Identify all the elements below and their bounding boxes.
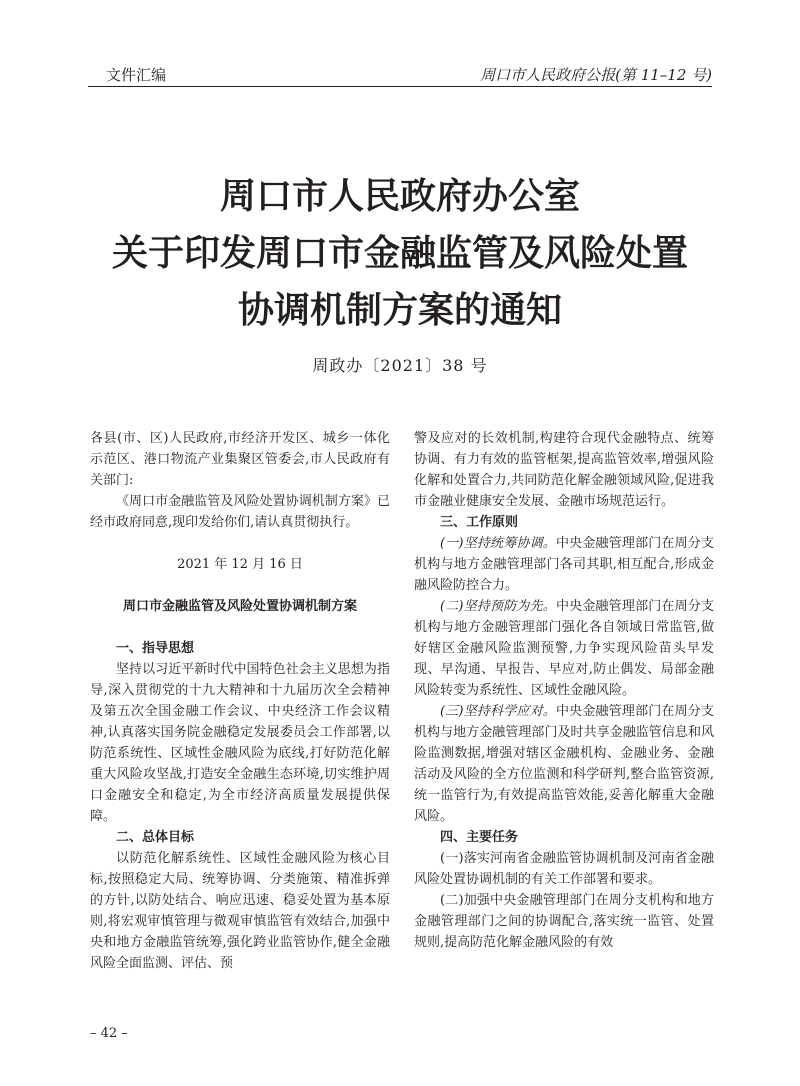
principle-text: 中央金融管理部门在周分支机构与地方金融管理部门各司其职,相互配合,形成金融风险防控合力。	[414, 536, 714, 593]
section-body: 以防范化解系统性、区域性金融风险为核心目标,按照稳定大局、统筹协调、分类施策、精准拆弹的方针,以防处结合、响应迅速、稳妥处置为基本原则,将宏观审慎管理与微观审慎监管有效结合,加强中央和地方金融监管统筹,强化跨业监管协作,健全金融风险全面监测、评估、预	[90, 851, 390, 971]
issue-date: 2021 年 12 月 16 日	[177, 557, 303, 572]
section-heading: 二、总体目标	[116, 830, 195, 845]
section-body-continued: 警及应对的长效机制,构建符合现代金融特点、统筹协调、有力有效的监管框架,提高监管效率,增强风险化解和处置合力,共同防范化解金融领域风险,促进我市金融业健康安全发展、金融市场规范运行。	[414, 431, 714, 509]
principle-paragraph	[414, 533, 714, 596]
principle-lead: (二)坚持预防为先。	[440, 599, 556, 614]
section-body: 坚持以习近平新时代中国特色社会主义思想为指导,深入贯彻党的十九大精神和十九届历次全会精神及第五次全国金融工作会议、中央经济工作会议精神,认真落实国务院金融稳定发展委员会工作部署,以防范系统性、区域性金融风险为底线,打好防范化解重大风险攻坚战,打造安全金融生态环境,切实维护周口金融安全和稳定,为全市经济高质量发展提供保障。	[90, 662, 390, 824]
title-line: 协调机制方案的通知	[237, 290, 562, 331]
address-line: 各县(市、区)人民政府,市经济开发区、城乡一体化示范区、港口物流产业集聚区管委会,市人民政府有关部门:	[90, 431, 390, 488]
section-heading: 四、主要任务	[440, 830, 519, 845]
header-publication-name: 周口市人民政府公报(第 11–12 号)	[480, 66, 712, 84]
header-section-name: 文件汇编	[106, 66, 167, 84]
notice-body: 《周口市金融监管及风险处置协调机制方案》已经市政府同意,现印发给你们,请认真贯彻执行。	[90, 494, 390, 530]
left-column	[90, 428, 390, 974]
principle-text: 中央金融管理部门在周分支机构与地方金融管理部门及时共享金融监管信息和风险监测数据,增强对辖区金融机构、金融业务、金融活动及风险的全方位监测和科学研判,整合监管资源,统一监管行为,有效提高监管效能,妥善化解重大金融风险。	[414, 704, 714, 824]
page-number: – 42 –	[90, 1026, 128, 1041]
section-heading: 一、指导思想	[116, 641, 195, 656]
running-header	[88, 60, 712, 87]
task-paragraph: (二)加强中央金融管理部门在周分支机构和地方金融管理部门之间的协调配合,落实统一监管、处置规则,提高防范化解金融风险的有效	[414, 893, 714, 950]
title-line: 关于印发周口市金融监管及风险处置	[111, 233, 688, 274]
principle-paragraph	[414, 596, 714, 701]
principle-text: 中央金融管理部门在周分支机构与地方金融管理部门强化各自领域日常监管,做好辖区金融风险监测预警,力争实现风险苗头早发现、早沟通、早报告、早应对,防止偶发、局部金融风险转变为系统性、区域性金融风险。	[414, 599, 714, 698]
title-line: 周口市人民政府办公室	[219, 176, 580, 217]
document-title	[0, 168, 800, 339]
principle-lead: (三)坚持科学应对。	[440, 704, 556, 719]
principle-lead: (一)坚持统筹协调。	[440, 536, 556, 551]
task-paragraph: (一)落实河南省金融监管协调机制及河南省金融风险处置协调机制的有关工作部署和要求。	[414, 851, 714, 887]
document-number: 周政办〔2021〕38 号	[312, 356, 488, 375]
section-heading: 三、工作原则	[440, 515, 519, 530]
principle-paragraph	[414, 701, 714, 827]
right-column	[414, 428, 714, 953]
plan-title: 周口市金融监管及风险处置协调机制方案	[122, 599, 357, 614]
